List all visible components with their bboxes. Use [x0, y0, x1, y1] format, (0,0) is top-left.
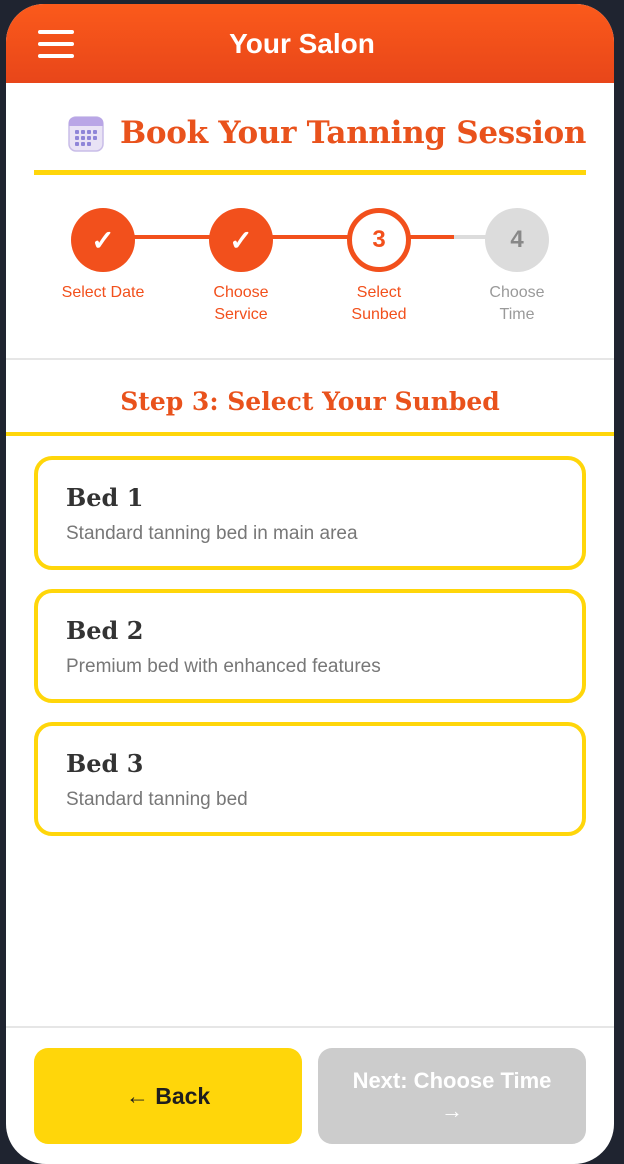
booking-stepper: [6, 204, 614, 334]
bed-name: Bed 1: [66, 483, 144, 512]
divider: [6, 358, 614, 360]
bed-option-3[interactable]: [34, 722, 586, 836]
bed-description: Premium bed with enhanced features: [66, 656, 381, 677]
step-choose-time: [462, 208, 572, 326]
page-header: [34, 106, 586, 176]
calendar-icon: [68, 114, 104, 152]
back-button[interactable]: ← Back: [34, 1048, 302, 1144]
step-choose-service[interactable]: [186, 208, 296, 326]
step-select-sunbed[interactable]: [324, 208, 434, 326]
next-button-label: Next: Choose Time: [352, 1068, 552, 1093]
step-number: 3: [347, 208, 411, 272]
title-underline: [34, 170, 586, 175]
check-icon: ✓: [71, 208, 135, 272]
app-screen: [6, 4, 614, 1164]
check-icon: ✓: [209, 208, 273, 272]
step-label: Choose Service: [213, 284, 269, 323]
footer-divider: [6, 1026, 614, 1028]
step-label: Select Sunbed: [351, 284, 407, 323]
next-choose-time-button[interactable]: [318, 1048, 586, 1144]
step-label: Choose Time: [489, 284, 545, 323]
page-title: Book Your Tanning Session: [120, 115, 587, 151]
bed-option-2[interactable]: [34, 589, 586, 703]
section-title: Step 3: Select Your Sunbed: [120, 387, 500, 416]
step-number: 4: [485, 208, 549, 272]
bed-name: Bed 3: [66, 749, 144, 778]
app-title: Your Salon: [229, 28, 375, 59]
section-underline: [6, 432, 614, 436]
bed-description: Standard tanning bed: [66, 789, 248, 810]
bed-option-1[interactable]: [34, 456, 586, 570]
bed-description: Standard tanning bed in main area: [66, 523, 358, 544]
step-label: Select Date: [61, 284, 145, 301]
arrow-right-icon: →: [441, 1098, 463, 1123]
top-app-bar: [6, 4, 614, 83]
bed-name: Bed 2: [66, 616, 144, 645]
step-select-date[interactable]: [48, 208, 158, 304]
